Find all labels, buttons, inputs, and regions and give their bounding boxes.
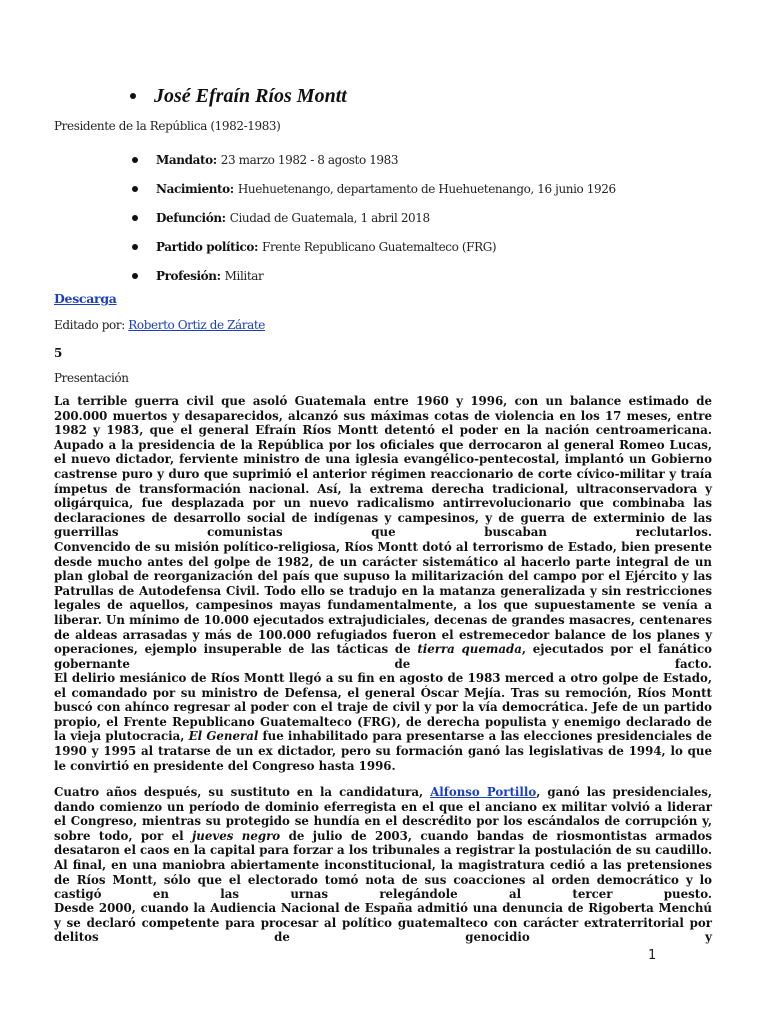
paragraph-2 <box>54 540 712 671</box>
page-number: 1 <box>648 948 657 963</box>
emphasis-text: jueves negro <box>191 828 281 843</box>
paragraph-5: Desde 2000, cuando la Audiencia Nacional de España admitió una denuncia de Rigoberta Menchú y se declaró competente para procesar al político guatemalteco con carácter extraterritorial por delitos de genocidio y <box>54 901 712 945</box>
fact-item-profesion <box>132 262 616 291</box>
facts-list <box>132 145 616 291</box>
author-link[interactable]: Roberto Ortiz de Zárate <box>128 318 266 332</box>
fact-value: Ciudad de Guatemala, 1 abril 2018 <box>229 210 430 225</box>
paragraph-text: El delirio mesiánico de Ríos Montt llegó a su fin en agosto de 1983 merced a otro golpe de Estado, el comandado por su ministro de Defensa, el general Óscar Mejía. Tras su remoción, Ríos Montt buscó con ahínco regresar al poder con el traje de civil y por la vía democrática. Jefe de un partido propio, el Frente Republicano Guatemalteco (FRG), de derecha populista y enemigo declarado de la vieja plutocracia, <box>54 671 712 744</box>
bullet-icon <box>132 244 138 250</box>
fact-value: Frente Republicano Guatemalteco (FRG) <box>262 240 497 255</box>
paragraph-text: fue inhabilitado para presentarse a las elecciones presidenciales de 1990 y 1995 al tratarse de un ex dictador, pero su formación ganó las legislativas de 1994, lo que le convirtió en presidente del Congreso hasta 1996. <box>54 729 712 773</box>
emphasis-text: tierra quemada <box>417 642 522 657</box>
paragraph-text: , ejecutados por el fanático gobernante de facto. <box>54 642 712 671</box>
title-row <box>130 84 347 108</box>
paragraph-3 <box>54 671 712 773</box>
portillo-link[interactable]: Alfonso Portillo <box>430 785 537 799</box>
paragraph-text: Cuatro años después, su sustituto en la candidatura, <box>54 785 431 799</box>
paragraph-4 <box>54 785 712 902</box>
page-title: José Efraín Ríos Montt <box>154 84 347 107</box>
paragraph-text: de julio de 2003, cuando bandas de riosmontistas armados desataron el caos en la capital para forzar a los tribunales a registrar la postulación de su caudillo. Al final, en una maniobra abiertamente inconstitucional, la magistratura cedió a las pretensiones de Ríos Montt, sólo que el electorado tomó nota de sus coacciones al orden democrático y lo castigó en las urnas relegándole al tercer puesto. <box>54 828 713 902</box>
fact-value: Huehuetenango, departamento de Huehuetenango, 16 junio 1926 <box>237 181 616 196</box>
edited-by <box>54 318 265 332</box>
fact-item-mandato <box>132 145 616 174</box>
fact-item-partido <box>132 233 616 262</box>
paragraph-1: La terrible guerra civil que asoló Guatemala entre 1960 y 1996, con un balance estimado de 200.000 muertos y desaparecidos, alcanzó sus máximas cotas de violencia en los 17 meses, entre 1982 y 1983, que el general Efraín Ríos Montt detentó el poder en la nación centroamericana. Aupado a la presidencia de la República por los oficiales que derrocaron al general Romeo Lucas, el nuevo dictador, ferviente ministro de una iglesia evangélico-pentecostal, implantó un Gobierno castrense puro y duro que suprimió el anterior régimen reaccionario de corte cívico-militar y traía ímpetus de transformación nacional. Así, la extrema derecha tradicional, ultraconservadora y oligárquica, fue desplazada por un nuevo radicalismo antirrevolucionario que combinaba las declaraciones de desarrollo social de indígenas y campesinos, y de guerra de exterminio de las guerrillas comunistas que buscaban reclutarlos. <box>54 394 712 540</box>
fact-value: 23 marzo 1982 - 8 agosto 1983 <box>220 152 399 167</box>
bullet-icon <box>132 273 138 279</box>
fact-value: Militar <box>224 269 264 284</box>
section-number: 5 <box>54 346 63 360</box>
bullet-icon <box>132 157 138 163</box>
paragraph-text: Convencido de su misión político-religiosa, Ríos Montt dotó al terrorismo de Estado, bien presente desde mucho antes del golpe de 1982, de un carácter sistemático al hacerlo parte integral de un plan global de reorganización del país que supuso la militarización del campo por el Ejército y las Patrullas de Autodefensa Civil. Todo ello se tradujo en la matanza generalizada y sin restricciones legales de aquellos, campesinos mayas fundamentalmente, a los que supuestamente se venía a liberar. Un mínimo de 10.000 ejecutados extrajudiciales, decenas de grandes masacres, centenares de aldeas arrasadas y más de 100.000 refugiados fueron el estremecedor balance de los planes y operaciones, ejemplo insuperable de las tácticas de <box>54 540 712 657</box>
fact-item-defuncion <box>132 203 616 232</box>
fact-label: Profesión: <box>156 269 221 284</box>
fact-label: Mandato: <box>156 152 217 167</box>
bullet-icon <box>132 186 138 192</box>
emphasis-text: El General <box>188 729 259 744</box>
fact-label: Nacimiento: <box>156 181 234 196</box>
bullet-icon <box>130 93 136 99</box>
fact-label: Partido político: <box>156 240 259 255</box>
page-subtitle: Presidente de la República (1982-1983) <box>54 119 281 133</box>
bullet-icon <box>132 215 138 221</box>
paragraph-text: , ganó las presidenciales, dando comienzo un período de dominio eferregista en el que el anciano ex militar volvió a liderar el Congreso, mientras su protegido se hundía en el descrédito por los escándalos de corrupción y, sobre todo, por el <box>54 785 712 843</box>
fact-item-nacimiento <box>132 174 616 203</box>
edited-by-prefix: Editado por: <box>54 318 125 332</box>
section-title: Presentación <box>54 371 129 385</box>
download-link[interactable]: Descarga <box>54 291 117 306</box>
fact-label: Defunción: <box>156 210 226 225</box>
